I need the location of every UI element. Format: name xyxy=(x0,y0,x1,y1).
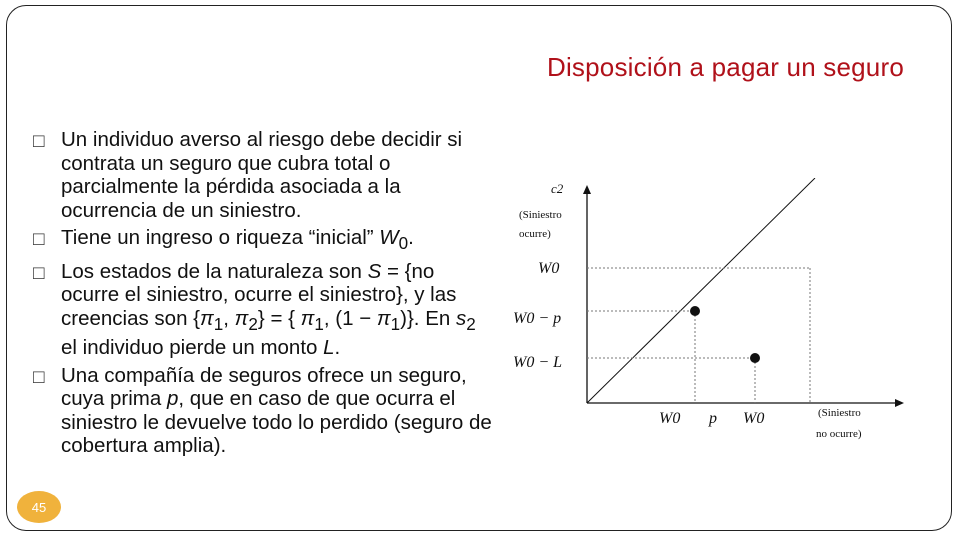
y-axis-arrow-icon xyxy=(583,185,591,194)
insurance-diagram xyxy=(505,178,905,448)
bullet-item xyxy=(33,226,493,256)
bullet-box-icon: □ xyxy=(33,131,45,152)
bullet-list xyxy=(33,128,493,458)
x-label-p: p xyxy=(709,410,717,427)
bullet-box-icon: □ xyxy=(33,262,45,284)
x-label-w0: W0 xyxy=(659,410,681,427)
y-label-w0-l: W0 − L xyxy=(513,354,563,371)
certainty-line xyxy=(587,178,815,403)
bullet-item xyxy=(33,128,493,222)
page-number-badge: 45 xyxy=(17,491,61,523)
slide-title: Disposición a pagar un seguro xyxy=(546,52,904,82)
bullet-item xyxy=(33,364,493,458)
y-axis-label: c2 xyxy=(551,181,564,196)
y-axis-note: ocurre) xyxy=(519,228,551,240)
bullet-text: Los estados de la naturaleza son S = {no ocurre el siniestro, ocurre el siniestro}, y las creencias son {$\pi_1$, $\pi_2$} = { $\pi_1$, $(1 - \pi_1)$}. En $s_2$ el individuo pierde un monto L. xyxy=(61,259,476,360)
bullet-box-icon: □ xyxy=(33,366,45,388)
y-label-w0-p: W0 − p xyxy=(513,310,562,327)
bullet-text: Un individuo averso al riesgo debe decidir si contrata un seguro que cubra total o parcialmente la pérdida asociada a la ocurrencia de un siniestro. xyxy=(61,128,463,222)
x-axis-arrow-icon xyxy=(895,399,904,407)
x-label-w0: W0 xyxy=(743,410,765,427)
x-axis-note: no ocurre) xyxy=(816,428,862,440)
y-label-w0: W0 xyxy=(538,260,560,277)
bullet-item xyxy=(33,260,493,360)
uninsured-point xyxy=(750,353,760,363)
x-axis-note: (Siniestro xyxy=(818,407,861,419)
insured-point xyxy=(690,306,700,316)
bullet-box-icon: □ xyxy=(33,229,45,250)
bullet-text: Una compañía de seguros ofrece un seguro, cuya prima p, que en caso de que ocurra el siniestro le devuelve todo lo perdido (seguro de cobertura amplia). xyxy=(61,363,492,458)
y-axis-note: (Siniestro xyxy=(519,209,562,221)
bullet-text: Tiene un ingreso o riqueza “inicial” $W_0$. xyxy=(61,226,414,254)
